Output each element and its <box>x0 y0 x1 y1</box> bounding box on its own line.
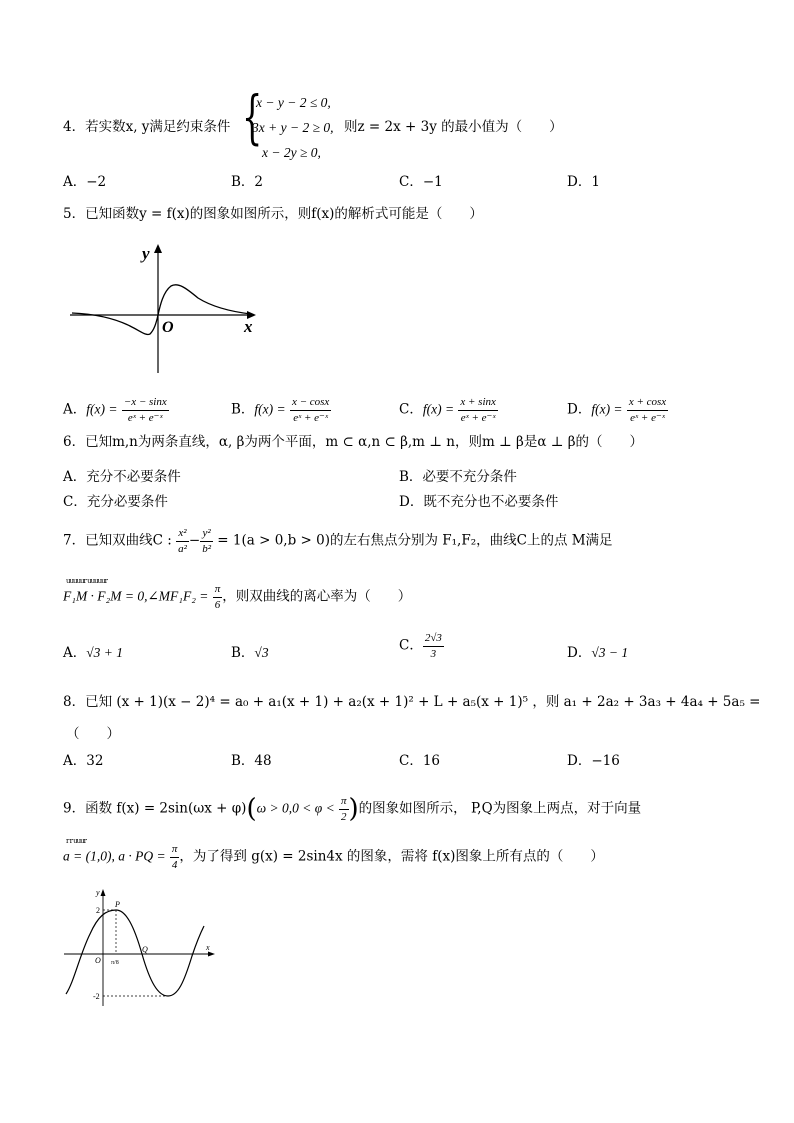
q4-brace: { <box>242 83 263 151</box>
q4-option-c: C．−1 <box>399 174 443 190</box>
q7-vector-marks: uuuuur uuuuur <box>66 577 108 585</box>
q6-option-c: C．充分必要条件 <box>63 494 168 510</box>
q4-constraint-1: x − y − 2 ≤ 0, <box>256 95 331 110</box>
q7-option-c: C． $\frac{2√3}{3}$ <box>399 632 442 660</box>
q9-graph-origin-label: O <box>95 956 101 965</box>
q4-stem-prefix: 4．若实数x, y满足约束条件 <box>63 119 231 135</box>
q5-option-b: B．f(x) = $\frac{x - \cos x}{\text{eˣ + e⁻ˣ}}$ <box>231 396 330 424</box>
q5-option-a: A．f(x) = $\frac{-x - \sin x}{\text{eˣ + e⁻ˣ}}$ <box>63 396 167 424</box>
q8-line-2: （ ） <box>66 726 120 742</box>
q9-sine-graph <box>60 886 220 1008</box>
q5-graph-y-label: y <box>142 244 150 263</box>
q8-line-1: 8．已知 (x + 1)(x − 2)⁴ = a₀ + a₁(x + 1) + a₂(x + 1)² + L + a₅(x + 1)⁵ ，则 a₁ + 2a₂ + 3a₃ + 4a₄ + 5a₅ = <box>63 694 761 710</box>
q5-option-d: D．f(x) = $\frac{x + \cos x}{\text{eˣ + e⁻ˣ}}$ <box>567 396 667 424</box>
q4-constraint-3: x − 2y ≥ 0, <box>262 145 321 160</box>
q9-graph-y-label: y <box>96 888 100 897</box>
q8-option-c: C．16 <box>399 753 441 769</box>
q4-option-d: D．1 <box>567 174 600 190</box>
q6-option-b: B．必要不充分条件 <box>399 469 517 485</box>
q9-vector-marks: r r uuur <box>66 837 87 845</box>
q9-graph-x-label: x <box>206 943 210 952</box>
q7-option-a: A．√3 + 1 <box>63 645 124 661</box>
q8-option-d: D．−16 <box>567 753 620 769</box>
q9-line-1: 9．函数 f(x) = 2sin(ωx + φ)(ω > 0,0 < φ < $\frac{\pi}{2}$ )的图象如图所示， P,Q为图象上两点，对于向量 <box>63 794 642 825</box>
q5-function-graph <box>66 240 266 375</box>
q9-graph-max-label: 2 <box>96 906 100 915</box>
q7-option-b: B．√3 <box>231 645 269 661</box>
q5-graph-x-label: x <box>244 317 253 336</box>
q5-stem: 5．已知函数y = f(x)的图象如图所示，则f(x)的解析式可能是（ ） <box>63 206 483 222</box>
q9-line-2: a = (1,0), a · PQ = $\frac{\pi}{4}$ ，为了得到 g(x) = 2sin4x 的图象，需将 f(x)图象上所有点的（ ） <box>63 843 604 871</box>
q6-option-d: D．既不充分也不必要条件 <box>399 494 559 510</box>
q7-line-2: F₁M · F₂M = 0,∠MF₁F₂ = $\frac{\pi}{6}$ ，则双曲线的离心率为（ ） <box>63 583 412 611</box>
q9-graph-q-label: Q <box>142 945 148 954</box>
q5-graph-origin-label: O <box>162 319 174 336</box>
q4-option-b: B．2 <box>231 174 264 190</box>
q7-option-d: D．√3 − 1 <box>567 645 629 661</box>
q4-option-a: A．−2 <box>63 174 107 190</box>
q9-graph-p-label: P <box>115 900 120 909</box>
q6-option-a: A．充分不必要条件 <box>63 469 181 485</box>
q8-option-b: B．48 <box>231 753 272 769</box>
q8-option-a: A．32 <box>63 753 104 769</box>
q4-stem-suffix: 则z = 2x + 3y 的最小值为（ ） <box>344 119 563 135</box>
q9-graph-tick-label: π/8 <box>111 960 119 966</box>
q9-graph-min-label: -2 <box>93 992 100 1001</box>
q6-stem: 6．已知m,n为两条直线，α, β为两个平面，m ⊂ α,n ⊂ β,m ⊥ n，则m ⊥ β是α ⊥ β的（ ） <box>63 434 644 450</box>
q5-option-c: C．f(x) = $\frac{x + \sin x}{\text{eˣ + e⁻ˣ}}$ <box>399 396 496 424</box>
q7-line-1: 7．已知双曲线C : $\frac{\text{x²}}{\text{a²}}$ − $\frac{\text{y²}}{\text{b²}}$ = 1(a > 0,b > 0)的左右焦点分别为 F₁,F₂，曲线C上的点 M满足 <box>63 527 613 555</box>
q4-constraint-2: 3x + y − 2 ≥ 0, <box>252 120 334 135</box>
